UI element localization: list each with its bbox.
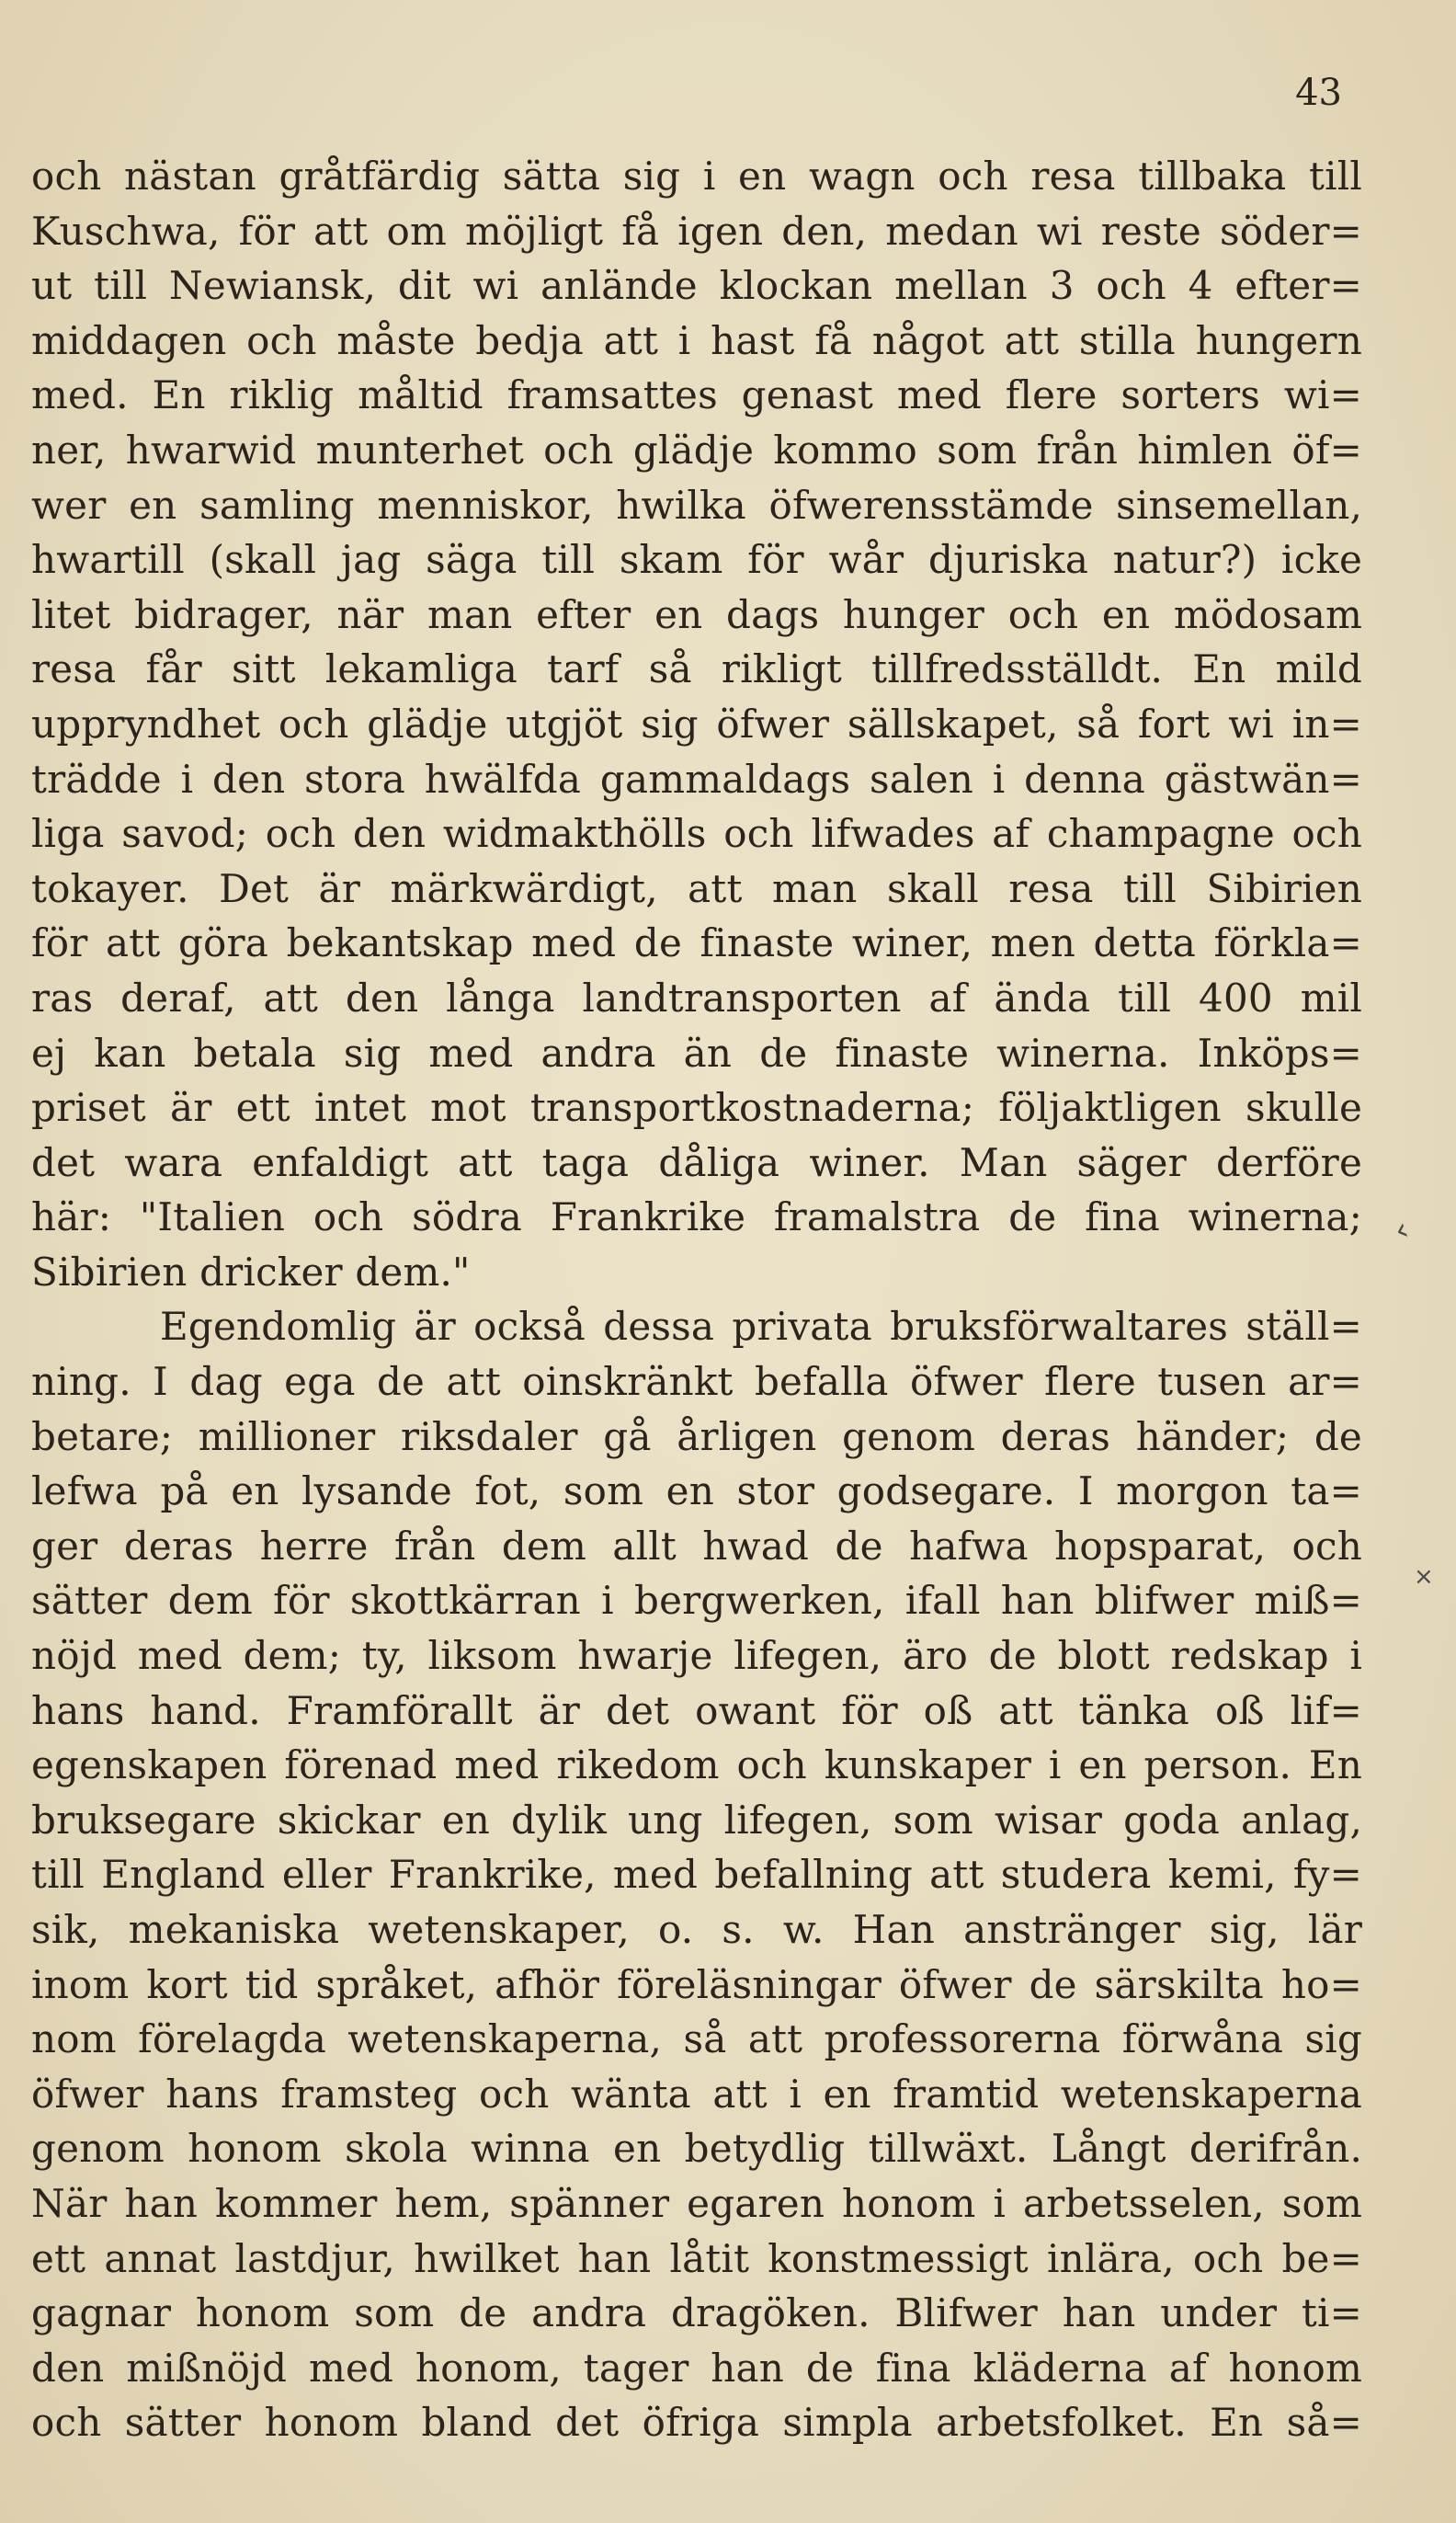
text-line: nöjd med dem; ty, liksom hwarje lifegen, äro de blott redskap i [31, 1633, 1362, 1679]
text-line: sik, mekaniska wetenskaper, o. s. w. Han anstränger sig, lär [31, 1907, 1362, 1952]
text-line: hans hand. Framförallt är det owant för oß att tänka oß lif= [31, 1687, 1362, 1733]
text-line: Kuschwa, för att om möjligt få igen den, medan wi reste söder= [31, 208, 1362, 254]
text-line: bruksegare skickar en dylik ung lifegen, som wisar goda anlag, [31, 1797, 1362, 1843]
text-line: ut till Newiansk, dit wi anlände klockan mellan 3 och 4 efter= [31, 263, 1362, 309]
text-line: och nästan gråtfärdig sätta sig i en wagn och resa tillbaka till [31, 154, 1362, 199]
text-line: ej kan betala sig med andra än de finaste winerna. Inköps= [31, 1030, 1362, 1076]
text-line: trädde i den stora hwälfda gammaldags salen i denna gästwän= [31, 756, 1362, 802]
body-text [31, 149, 1362, 2450]
text-line: till England eller Frankrike, med befallning att studera kemi, fy= [31, 1852, 1362, 1898]
text-line: här: "Italien och södra Frankrike framalstra de fina winerna; [31, 1194, 1362, 1240]
text-line: gagnar honom som de andra dragöken. Blifwer han under ti= [31, 2290, 1362, 2336]
text-line: ner, hwarwid munterhet och glädje kommo som från himlen öf= [31, 427, 1362, 473]
text-line: ett annat lastdjur, hwilket han låtit konstmessigt inlära, och be= [31, 2235, 1362, 2281]
text-line: ger deras herre från dem allt hwad de hafwa hopsparat, och [31, 1523, 1362, 1569]
text-line: ras deraf, att den långa landtransporten af ända till 400 mil [31, 975, 1362, 1021]
text-line: betare; millioner riksdaler gå årligen genom deras händer; de [31, 1413, 1362, 1459]
text-line: wer en samling menniskor, hwilka öfwerensstämde sinsemellan, [31, 482, 1362, 528]
text-line: egenskapen förenad med rikedom och kunskaper i en person. En [31, 1742, 1362, 1788]
text-line: lefwa på en lysande fot, som en stor godsegare. I morgon ta= [31, 1468, 1362, 1514]
text-line: middagen och måste bedja att i hast få något att stilla hungern [31, 317, 1362, 363]
margin-pencil-mark: ‹ [1389, 1210, 1415, 1250]
text-line: genom honom skola winna en betydlig tillwäxt. Långt derifrån. [31, 2126, 1362, 2172]
text-line-paragraph-start: Egendomlig är också dessa privata bruksförwaltares ställ= [160, 1304, 1362, 1350]
text-line: uppryndhet och glädje utgjöt sig öfwer sällskapet, så fort wi in= [31, 701, 1362, 747]
text-line: nom förelagda wetenskaperna, så att professorerna förwåna sig [31, 2016, 1362, 2062]
text-line: tokayer. Det är märkwärdigt, att man skall resa till Sibirien [31, 865, 1362, 911]
text-line: priset är ett intet mot transportkostnaderna; följaktligen skulle [31, 1085, 1362, 1131]
text-line: litet bidrager, när man efter en dags hunger och en mödosam [31, 591, 1362, 637]
text-line: den mißnöjd med honom, tager han de fina kläderna af honom [31, 2345, 1362, 2391]
text-line: för att göra bekantskap med de finaste winer, men detta förkla= [31, 920, 1362, 966]
text-line: liga savod; och den widmakthölls och lifwades af champagne och [31, 811, 1362, 857]
text-line-paragraph-end: Sibirien dricker dem." [31, 1249, 471, 1295]
margin-pencil-mark: × [1414, 1563, 1434, 1591]
text-line: sätter dem för skottkärran i bergwerken, ifall han blifwer miß= [31, 1578, 1362, 1624]
text-line: När han kommer hem, spänner egaren honom i arbetsselen, som [31, 2180, 1362, 2226]
text-line: öfwer hans framsteg och wänta att i en framtid wetenskaperna [31, 2071, 1362, 2117]
page-number: 43 [1295, 72, 1342, 114]
text-line: hwartill (skall jag säga till skam för wår djuriska natur?) icke [31, 537, 1362, 583]
text-line: och sätter honom bland det öfriga simpla arbetsfolket. En så= [31, 2400, 1362, 2446]
text-line: med. En riklig måltid framsattes genast med flere sorters wi= [31, 372, 1362, 418]
text-line: det wara enfaldigt att taga dåliga winer. Man säger derföre [31, 1139, 1362, 1185]
text-line: ning. I dag ega de att oinskränkt befalla öfwer flere tusen ar= [31, 1359, 1362, 1405]
text-line: inom kort tid språket, afhör föreläsningar öfwer de särskilta ho= [31, 1961, 1362, 2007]
text-line: resa får sitt lekamliga tarf så rikligt tillfredsställdt. En mild [31, 646, 1362, 692]
